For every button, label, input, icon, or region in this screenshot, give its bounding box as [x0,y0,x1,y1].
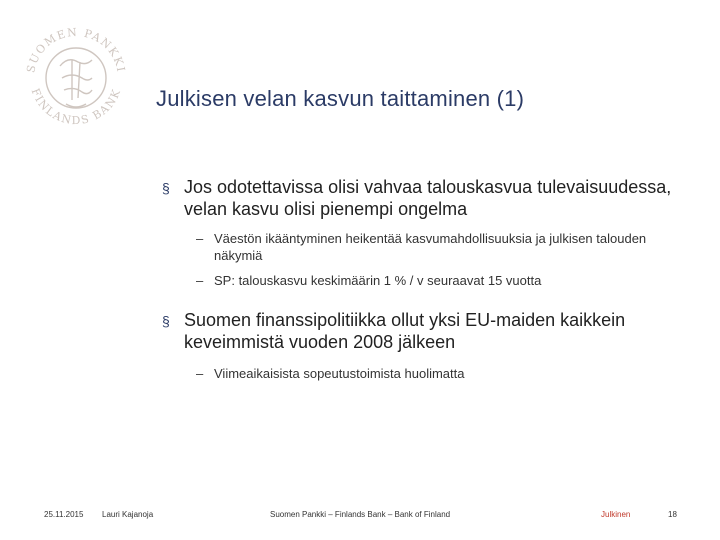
seal-text-bottom: FINLANDS BANK [28,86,124,128]
dash-icon: – [196,231,204,246]
footer-classification: Julkinen [601,510,631,519]
slide-content [160,176,680,382]
svg-text:SUOMEN PANKKI [24,26,127,74]
bullet-text: Suomen finanssipolitiikka ollut yksi EU-maiden kaikkein keveimmistä vuoden 2008 jälkeen [184,310,626,352]
sub-bullet-item [160,230,680,264]
sub-bullet-text: SP: talouskasvu keskimäärin 1 % / v seuraavat 15 vuotta [214,273,542,288]
bank-seal-logo [20,22,132,134]
dash-icon: – [196,366,204,381]
bullet-text: Jos odotettavissa olisi vahvaa talouskasvua tulevaisuudessa, velan kasvu olisi pienempi ongelma [184,177,672,219]
bullet-icon: § [162,313,170,329]
seal-text-top: SUOMEN PANKKI [24,25,128,75]
dash-icon: – [196,273,204,288]
sub-bullet-item [160,365,680,382]
footer-date: 25.11.2015 [44,510,84,519]
sub-bullet-text: Viimeaikaisista sopeutustoimista huolimatta [214,366,465,381]
bullet-item [160,176,680,220]
footer-page-number: 18 [668,510,677,519]
footer-author: Lauri Kajanoja [102,510,154,519]
bullet-icon: § [162,180,170,196]
sub-bullet-text: Väestön ikääntyminen heikentää kasvumahdollisuuksia ja julkisen talouden näkymiä [214,231,647,263]
sub-bullet-item [160,272,680,289]
bullet-item [160,309,680,353]
footer-organization: Suomen Pankki – Finlands Bank – Bank of Finland [270,510,451,519]
slide-title: Julkisen velan kasvun taittaminen (1) [156,86,525,111]
